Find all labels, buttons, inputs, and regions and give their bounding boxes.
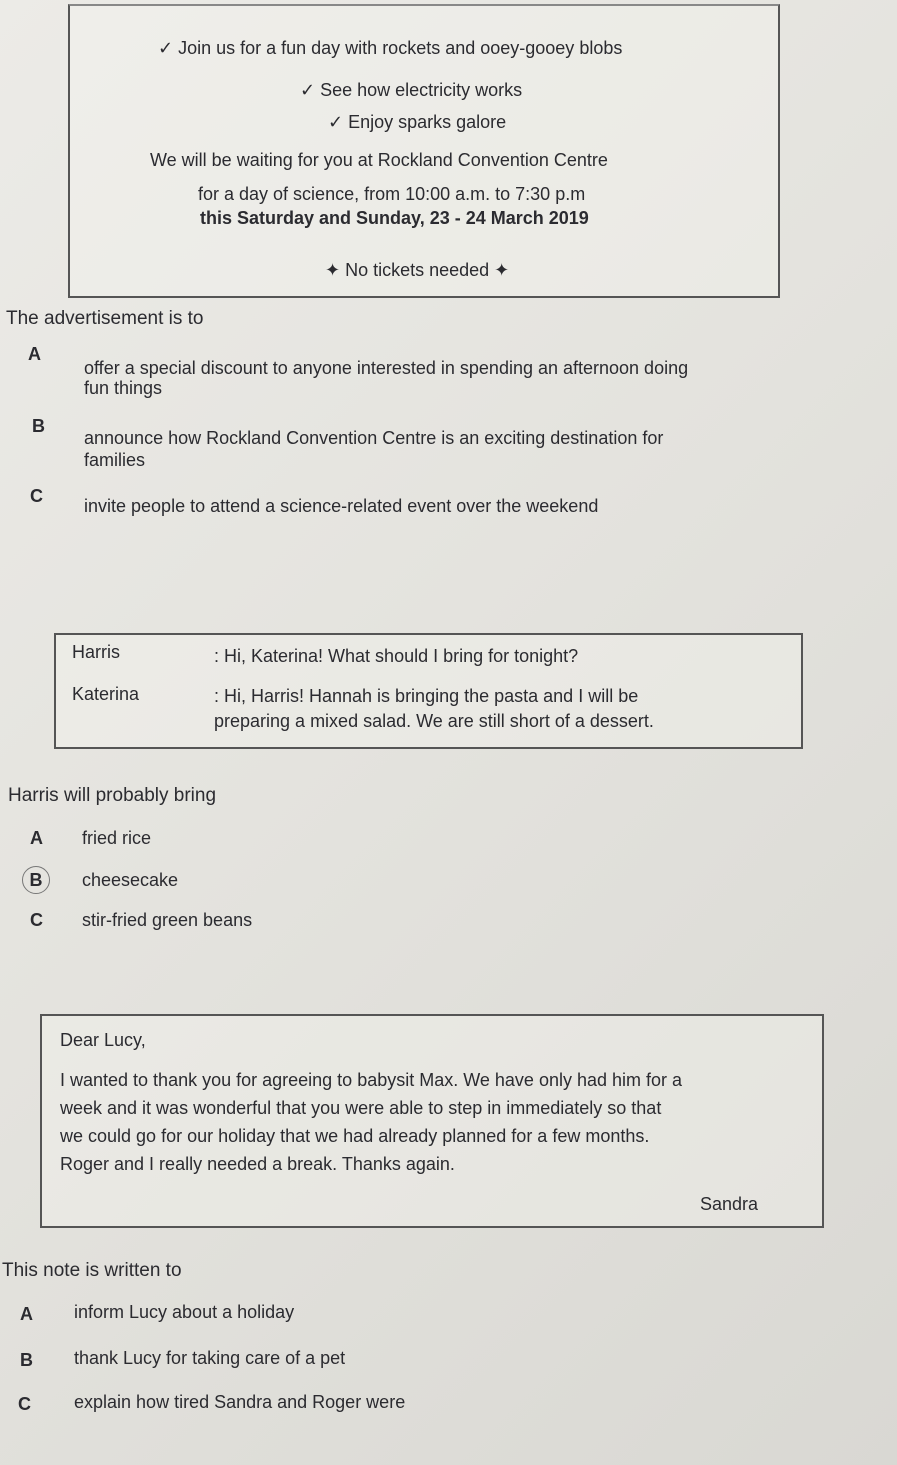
q1-option-a-line-1[interactable]: offer a special discount to anyone interested in spending an afternoon doing — [84, 358, 689, 378]
q3-option-c[interactable]: explain how tired Sandra and Roger were — [74, 1392, 406, 1412]
letter-line-4: Roger and I really needed a break. Thanks again. — [60, 1154, 455, 1174]
q2-option-c-letter[interactable]: C — [30, 910, 43, 930]
chat-name-katerina: Katerina — [72, 684, 140, 704]
q1-option-a-letter[interactable]: A — [28, 344, 41, 364]
letter-signoff: Sandra — [700, 1194, 759, 1214]
letter-line-1: I wanted to thank you for agreeing to babysit Max. We have only had him for a — [60, 1070, 683, 1090]
q3-option-c-letter[interactable]: C — [18, 1394, 31, 1414]
letter-line-3: we could go for our holiday that we had already planned for a few months. — [60, 1126, 650, 1146]
ad-line-3: ✓ Enjoy sparks galore — [328, 112, 507, 132]
q1-stem: The advertisement is to — [6, 308, 204, 329]
q1-option-c-line-1[interactable]: invite people to attend a science-related event over the weekend — [84, 496, 599, 516]
q3-option-a[interactable]: inform Lucy about a holiday — [74, 1302, 295, 1322]
ad-p1: We will be waiting for you at Rockland Convention Centre — [150, 150, 608, 170]
q1-option-b-line-1[interactable]: announce how Rockland Convention Centre is an exciting destination for — [84, 428, 664, 448]
q2-option-b[interactable]: cheesecake — [82, 870, 179, 890]
q3-option-b[interactable]: thank Lucy for taking care of a pet — [74, 1348, 346, 1368]
q2-option-a-letter[interactable]: A — [30, 828, 43, 848]
chat-message-2-line-2: preparing a mixed salad. We are still short of a dessert. — [214, 711, 654, 731]
ad-line-2: ✓ See how electricity works — [300, 80, 523, 100]
chat-message-2-line-1: : Hi, Harris! Hannah is bringing the pasta and I will be — [214, 686, 639, 706]
q1-option-c-letter[interactable]: C — [30, 486, 43, 506]
q2-option-c[interactable]: stir-fried green beans — [82, 910, 253, 930]
letter-greeting: Dear Lucy, — [60, 1030, 146, 1050]
letter-line-2: week and it was wonderful that you were able to step in immediately so that — [60, 1098, 662, 1118]
chat-message-1: : Hi, Katerina! What should I bring for tonight? — [214, 646, 579, 666]
ad-no-tickets: ✦ No tickets needed ✦ — [325, 260, 510, 280]
ad-paragraph-line-2: for a day of science, from 10:00 a.m. to 7:30 p.m — [198, 184, 586, 204]
ad-paragraph-line-1 — [150, 150, 608, 171]
q1-option-b-letter[interactable]: B — [32, 416, 45, 436]
q3-option-a-letter[interactable]: A — [20, 1304, 33, 1324]
chat-name-harris: Harris — [72, 642, 120, 662]
q3-stem: This note is written to — [2, 1260, 182, 1281]
q1-option-b-line-2[interactable]: families — [84, 450, 146, 470]
q2-stem: Harris will probably bring — [8, 785, 217, 806]
q2-option-a[interactable]: fried rice — [82, 828, 152, 848]
ad-paragraph-line-3: this Saturday and Sunday, 23 - 24 March 2019 — [200, 208, 589, 228]
q3-option-b-letter[interactable]: B — [20, 1350, 33, 1370]
q1-option-a-line-2[interactable]: fun things — [84, 378, 163, 398]
ad-line-1: ✓ Join us for a fun day with rockets and ooey-gooey blobs — [158, 38, 623, 58]
q2-option-b-letter[interactable]: B — [22, 866, 50, 894]
